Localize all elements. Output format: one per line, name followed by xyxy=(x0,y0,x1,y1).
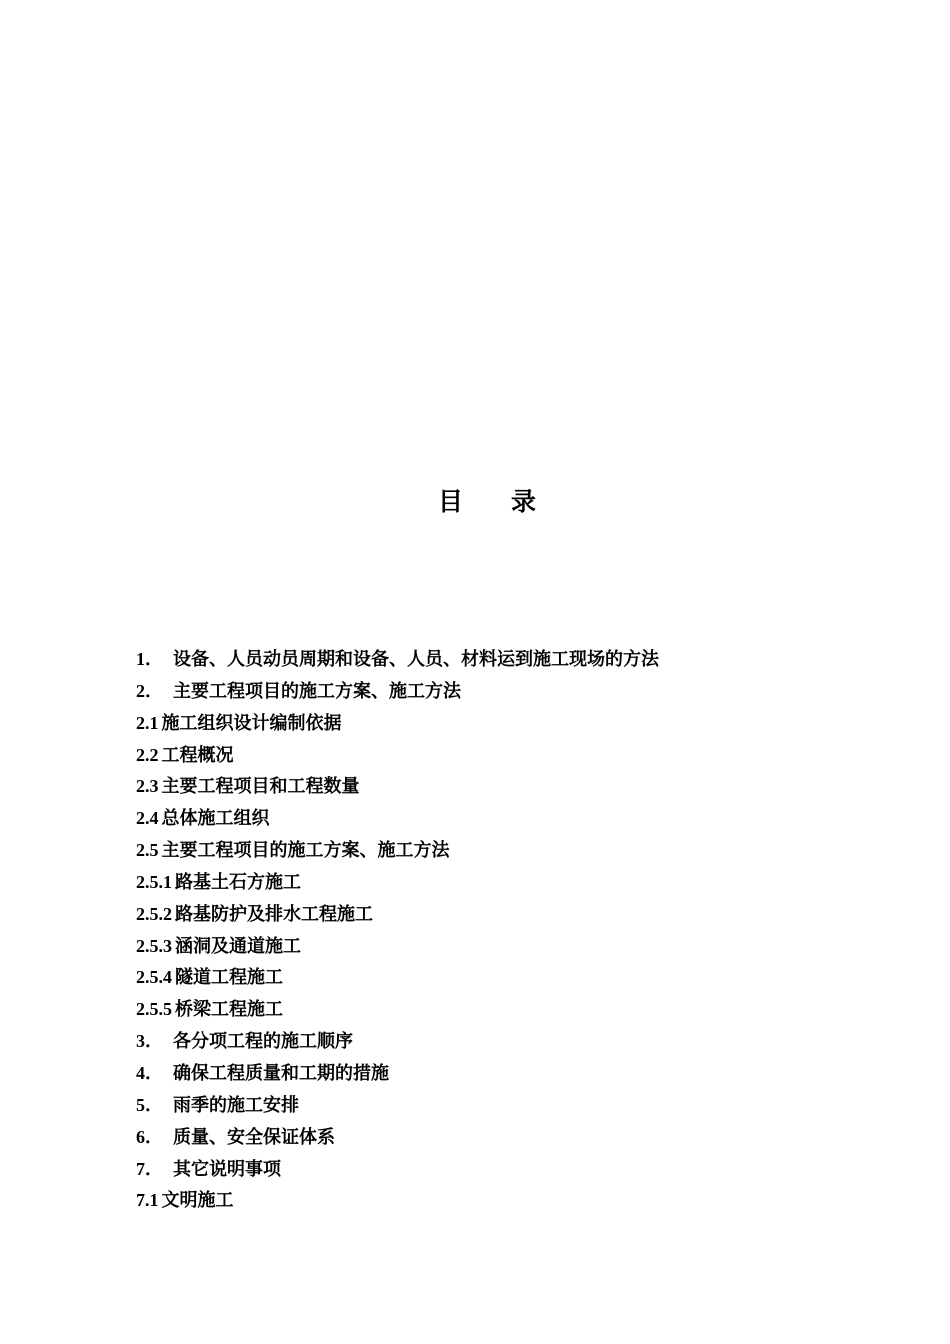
toc-entry-number: 2.2 xyxy=(136,744,159,765)
toc-entry-number: 6． xyxy=(136,1126,163,1147)
toc-entry xyxy=(136,1026,659,1058)
toc-entry-number: 2.1 xyxy=(136,712,159,733)
toc-entry-number: 2.5.2 xyxy=(136,903,172,924)
toc-entry-text: 其它说明事项 xyxy=(173,1158,281,1180)
toc-entry xyxy=(136,1090,659,1122)
toc-entry xyxy=(136,867,659,899)
toc-entry-number: 5． xyxy=(136,1094,163,1115)
toc-entry-text: 隧道工程施工 xyxy=(175,967,283,989)
toc-entry xyxy=(136,1154,659,1186)
toc-entry-number: 2.5.5 xyxy=(136,999,172,1020)
toc-entry xyxy=(136,835,659,867)
toc-entry-text: 施工组织设计编制依据 xyxy=(161,712,342,734)
toc-list xyxy=(136,644,659,1217)
toc-entry xyxy=(136,708,659,740)
toc-entry xyxy=(136,1058,659,1090)
toc-entry-text: 总体施工组织 xyxy=(161,808,270,830)
toc-entry xyxy=(136,803,659,835)
toc-entry-text: 桥梁工程施工 xyxy=(175,999,283,1021)
toc-entry-text: 路基防护及排水工程施工 xyxy=(175,903,373,925)
toc-entry xyxy=(136,771,659,803)
toc-entry xyxy=(136,1122,659,1154)
toc-entry-number: 2.5 xyxy=(136,840,159,861)
toc-entry-number: 2.4 xyxy=(136,808,159,829)
toc-entry-text: 主要工程项目的施工方案、施工方法 xyxy=(161,840,450,862)
toc-entry-number: 2.5.3 xyxy=(136,935,172,956)
toc-title xyxy=(0,482,950,518)
toc-entry-text: 各分项工程的施工顺序 xyxy=(173,1031,353,1053)
toc-entry-number: 7． xyxy=(136,1158,163,1179)
toc-entry-text: 雨季的施工安排 xyxy=(173,1094,299,1116)
toc-entry xyxy=(136,899,659,931)
toc-entry-number: 3． xyxy=(136,1031,163,1052)
toc-entry xyxy=(136,676,659,708)
toc-entry-text: 质量、安全保证体系 xyxy=(173,1126,335,1148)
toc-entry-text: 文明施工 xyxy=(161,1190,234,1212)
toc-entry-text: 工程概况 xyxy=(161,744,234,766)
toc-entry-text: 主要工程项目和工程数量 xyxy=(161,776,360,798)
toc-entry-number: 2.3 xyxy=(136,776,159,797)
toc-title-char-1: 目 xyxy=(437,487,463,516)
toc-entry-text: 路基土石方施工 xyxy=(175,871,301,893)
toc-entry xyxy=(136,740,659,772)
toc-entry-number: 2.5.4 xyxy=(136,967,172,988)
toc-entry-text: 主要工程项目的施工方案、施工方法 xyxy=(173,680,461,702)
toc-entry-text: 设备、人员动员周期和设备、人员、材料运到施工现场的方法 xyxy=(173,649,659,670)
toc-entry-number: 4． xyxy=(136,1062,163,1083)
toc-entry-number: 7.1 xyxy=(136,1190,159,1211)
toc-entry-text: 涵洞及通道施工 xyxy=(175,935,301,957)
toc-entry-number: 2． xyxy=(136,680,163,701)
toc-entry xyxy=(136,931,659,963)
toc-entry xyxy=(136,1185,659,1217)
toc-entry-text: 确保工程质量和工期的措施 xyxy=(173,1062,389,1084)
toc-title-char-2: 录 xyxy=(511,487,537,516)
toc-entry xyxy=(136,994,659,1026)
toc-entry-number: 2.5.1 xyxy=(136,871,172,892)
toc-entry xyxy=(136,962,659,994)
toc-entry xyxy=(136,644,659,676)
toc-entry-number: 1． xyxy=(136,649,163,669)
